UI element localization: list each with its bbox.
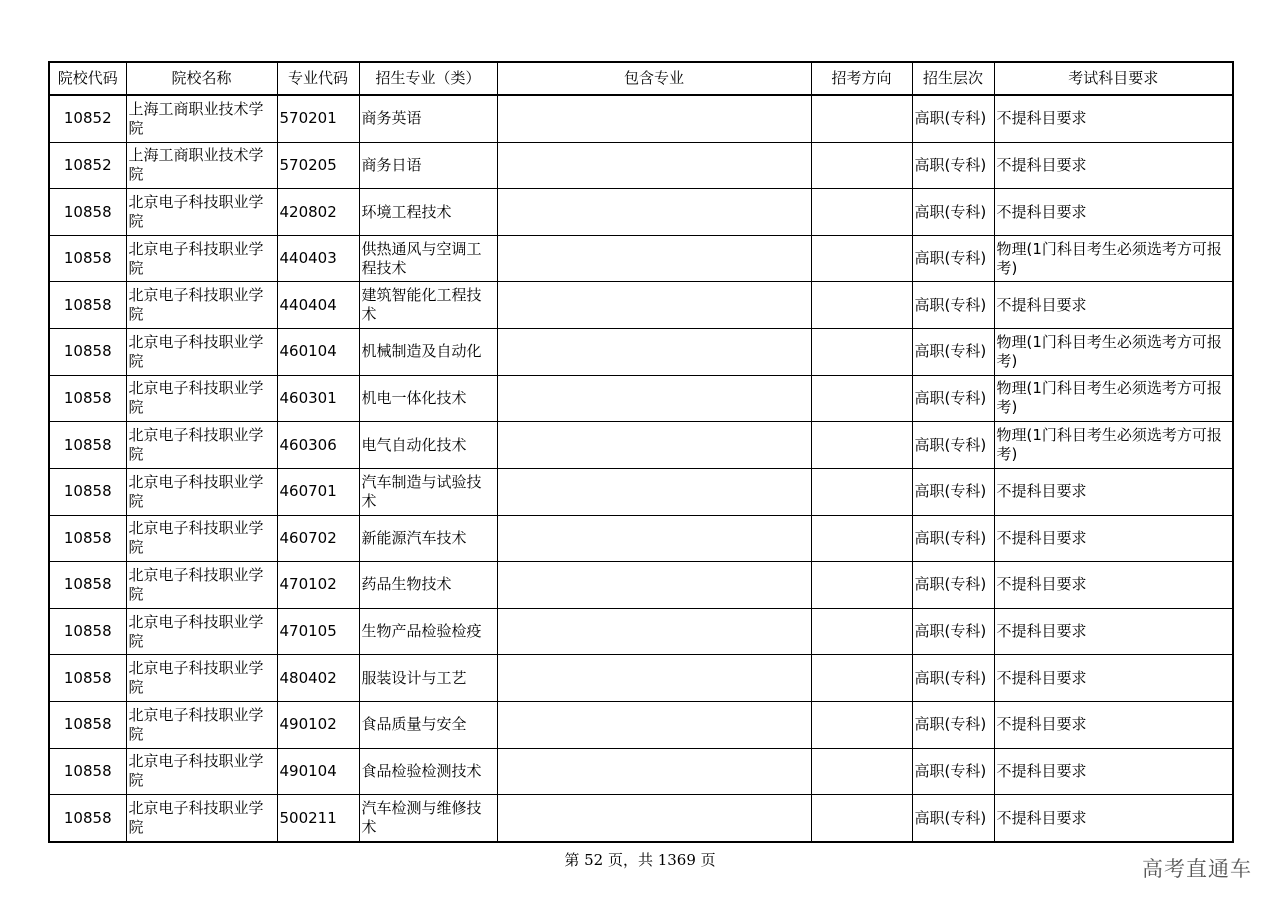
- cell-level: 高职(专科): [912, 142, 994, 189]
- cell-major-code: 570205: [277, 142, 359, 189]
- cell-major-code: 440404: [277, 282, 359, 329]
- cell-school-code: 10858: [49, 655, 126, 702]
- cell-school-name: 北京电子科技职业学院: [126, 795, 277, 842]
- cell-major: 商务日语: [359, 142, 497, 189]
- cell-school-name: 北京电子科技职业学院: [126, 235, 277, 282]
- cell-included-majors: [497, 422, 811, 469]
- cell-major: 服装设计与工艺: [359, 655, 497, 702]
- cell-level: 高职(专科): [912, 748, 994, 795]
- cell-level: 高职(专科): [912, 515, 994, 562]
- cell-requirement: 不提科目要求: [994, 608, 1233, 655]
- cell-included-majors: [497, 282, 811, 329]
- header-level: 招生层次: [912, 62, 994, 95]
- cell-level: 高职(专科): [912, 795, 994, 842]
- cell-school-code: 10858: [49, 422, 126, 469]
- table-row: [49, 375, 1233, 422]
- cell-school-code: 10858: [49, 329, 126, 376]
- cell-level: 高职(专科): [912, 655, 994, 702]
- cell-school-code: 10858: [49, 795, 126, 842]
- admissions-table: [48, 61, 1234, 843]
- table-row: [49, 795, 1233, 842]
- cell-school-code: 10858: [49, 608, 126, 655]
- cell-school-name: 北京电子科技职业学院: [126, 329, 277, 376]
- cell-major: 食品质量与安全: [359, 701, 497, 748]
- cell-school-code: 10858: [49, 748, 126, 795]
- header-school-name: 院校名称: [126, 62, 277, 95]
- cell-requirement: 不提科目要求: [994, 655, 1233, 702]
- cell-included-majors: [497, 515, 811, 562]
- cell-level: 高职(专科): [912, 608, 994, 655]
- cell-requirement: 不提科目要求: [994, 515, 1233, 562]
- cell-included-majors: [497, 375, 811, 422]
- cell-requirement: 不提科目要求: [994, 189, 1233, 236]
- table-row: [49, 562, 1233, 609]
- cell-included-majors: [497, 701, 811, 748]
- cell-school-name: 上海工商职业技术学院: [126, 95, 277, 142]
- cell-requirement: 不提科目要求: [994, 562, 1233, 609]
- cell-level: 高职(专科): [912, 562, 994, 609]
- cell-direction: [811, 375, 912, 422]
- cell-requirement: 不提科目要求: [994, 282, 1233, 329]
- cell-school-name: 北京电子科技职业学院: [126, 468, 277, 515]
- cell-direction: [811, 282, 912, 329]
- table-row: [49, 515, 1233, 562]
- table-row: [49, 422, 1233, 469]
- cell-requirement: 不提科目要求: [994, 142, 1233, 189]
- cell-major: 新能源汽车技术: [359, 515, 497, 562]
- cell-included-majors: [497, 608, 811, 655]
- cell-direction: [811, 422, 912, 469]
- cell-major: 建筑智能化工程技术: [359, 282, 497, 329]
- cell-major-code: 420802: [277, 189, 359, 236]
- cell-major: 供热通风与空调工程技术: [359, 235, 497, 282]
- cell-included-majors: [497, 748, 811, 795]
- cell-school-code: 10858: [49, 189, 126, 236]
- cell-school-code: 10858: [49, 515, 126, 562]
- table-row: [49, 655, 1233, 702]
- cell-school-name: 北京电子科技职业学院: [126, 515, 277, 562]
- cell-level: 高职(专科): [912, 235, 994, 282]
- cell-direction: [811, 329, 912, 376]
- cell-school-code: 10852: [49, 95, 126, 142]
- cell-major-code: 490104: [277, 748, 359, 795]
- cell-major: 汽车检测与维修技术: [359, 795, 497, 842]
- watermark: 高考直通车: [1142, 857, 1252, 881]
- table-row: [49, 235, 1233, 282]
- cell-direction: [811, 468, 912, 515]
- cell-major-code: 500211: [277, 795, 359, 842]
- cell-school-code: 10858: [49, 468, 126, 515]
- cell-requirement: 不提科目要求: [994, 701, 1233, 748]
- cell-major: 电气自动化技术: [359, 422, 497, 469]
- cell-major: 商务英语: [359, 95, 497, 142]
- cell-major: 食品检验检测技术: [359, 748, 497, 795]
- header-row: [49, 62, 1233, 95]
- cell-direction: [811, 562, 912, 609]
- cell-school-name: 北京电子科技职业学院: [126, 189, 277, 236]
- cell-level: 高职(专科): [912, 468, 994, 515]
- cell-direction: [811, 608, 912, 655]
- cell-included-majors: [497, 655, 811, 702]
- table-row: [49, 748, 1233, 795]
- cell-major: 汽车制造与试验技术: [359, 468, 497, 515]
- cell-requirement: 物理(1门科目考生必须选考方可报考): [994, 422, 1233, 469]
- cell-major: 生物产品检验检疫: [359, 608, 497, 655]
- table-body: [49, 95, 1233, 842]
- cell-direction: [811, 795, 912, 842]
- cell-requirement: 物理(1门科目考生必须选考方可报考): [994, 235, 1233, 282]
- header-major: 招生专业（类）: [359, 62, 497, 95]
- cell-level: 高职(专科): [912, 329, 994, 376]
- header-included-majors: 包含专业: [497, 62, 811, 95]
- cell-school-code: 10858: [49, 235, 126, 282]
- cell-major-code: 440403: [277, 235, 359, 282]
- cell-level: 高职(专科): [912, 282, 994, 329]
- cell-included-majors: [497, 235, 811, 282]
- cell-major-code: 470102: [277, 562, 359, 609]
- cell-major-code: 460301: [277, 375, 359, 422]
- cell-major-code: 460104: [277, 329, 359, 376]
- cell-school-name: 北京电子科技职业学院: [126, 375, 277, 422]
- table-row: [49, 701, 1233, 748]
- header-school-code: 院校代码: [49, 62, 126, 95]
- cell-requirement: 物理(1门科目考生必须选考方可报考): [994, 375, 1233, 422]
- cell-school-name: 北京电子科技职业学院: [126, 282, 277, 329]
- cell-school-code: 10858: [49, 375, 126, 422]
- cell-school-name: 北京电子科技职业学院: [126, 701, 277, 748]
- cell-major-code: 480402: [277, 655, 359, 702]
- cell-school-code: 10852: [49, 142, 126, 189]
- cell-direction: [811, 95, 912, 142]
- cell-included-majors: [497, 562, 811, 609]
- cell-major-code: 570201: [277, 95, 359, 142]
- cell-included-majors: [497, 189, 811, 236]
- cell-school-code: 10858: [49, 282, 126, 329]
- table-header: [49, 62, 1233, 95]
- cell-major-code: 490102: [277, 701, 359, 748]
- cell-direction: [811, 655, 912, 702]
- cell-major-code: 470105: [277, 608, 359, 655]
- cell-school-code: 10858: [49, 701, 126, 748]
- cell-level: 高职(专科): [912, 375, 994, 422]
- cell-direction: [811, 748, 912, 795]
- cell-direction: [811, 515, 912, 562]
- table-row: [49, 189, 1233, 236]
- cell-direction: [811, 142, 912, 189]
- cell-level: 高职(专科): [912, 701, 994, 748]
- cell-school-name: 北京电子科技职业学院: [126, 608, 277, 655]
- cell-included-majors: [497, 95, 811, 142]
- cell-included-majors: [497, 795, 811, 842]
- cell-school-name: 北京电子科技职业学院: [126, 748, 277, 795]
- cell-school-code: 10858: [49, 562, 126, 609]
- table-row: [49, 468, 1233, 515]
- cell-included-majors: [497, 468, 811, 515]
- cell-requirement: 不提科目要求: [994, 468, 1233, 515]
- table-row: [49, 142, 1233, 189]
- cell-major: 药品生物技术: [359, 562, 497, 609]
- table-row: [49, 329, 1233, 376]
- cell-level: 高职(专科): [912, 189, 994, 236]
- header-requirement: 考试科目要求: [994, 62, 1233, 95]
- cell-major-code: 460306: [277, 422, 359, 469]
- cell-requirement: 不提科目要求: [994, 95, 1233, 142]
- cell-level: 高职(专科): [912, 422, 994, 469]
- cell-requirement: 不提科目要求: [994, 748, 1233, 795]
- cell-direction: [811, 189, 912, 236]
- cell-included-majors: [497, 142, 811, 189]
- cell-direction: [811, 235, 912, 282]
- cell-school-name: 北京电子科技职业学院: [126, 655, 277, 702]
- table-row: [49, 608, 1233, 655]
- cell-major: 机电一体化技术: [359, 375, 497, 422]
- cell-requirement: 不提科目要求: [994, 795, 1233, 842]
- cell-included-majors: [497, 329, 811, 376]
- page-number: 第 52 页，共 1369 页: [564, 851, 716, 869]
- cell-direction: [811, 701, 912, 748]
- header-direction: 招考方向: [811, 62, 912, 95]
- cell-school-name: 上海工商职业技术学院: [126, 142, 277, 189]
- cell-school-name: 北京电子科技职业学院: [126, 562, 277, 609]
- cell-requirement: 物理(1门科目考生必须选考方可报考): [994, 329, 1233, 376]
- table-row: [49, 282, 1233, 329]
- cell-major-code: 460702: [277, 515, 359, 562]
- header-major-code: 专业代码: [277, 62, 359, 95]
- cell-major-code: 460701: [277, 468, 359, 515]
- table-row: [49, 95, 1233, 142]
- cell-major: 环境工程技术: [359, 189, 497, 236]
- cell-major: 机械制造及自动化: [359, 329, 497, 376]
- cell-school-name: 北京电子科技职业学院: [126, 422, 277, 469]
- cell-level: 高职(专科): [912, 95, 994, 142]
